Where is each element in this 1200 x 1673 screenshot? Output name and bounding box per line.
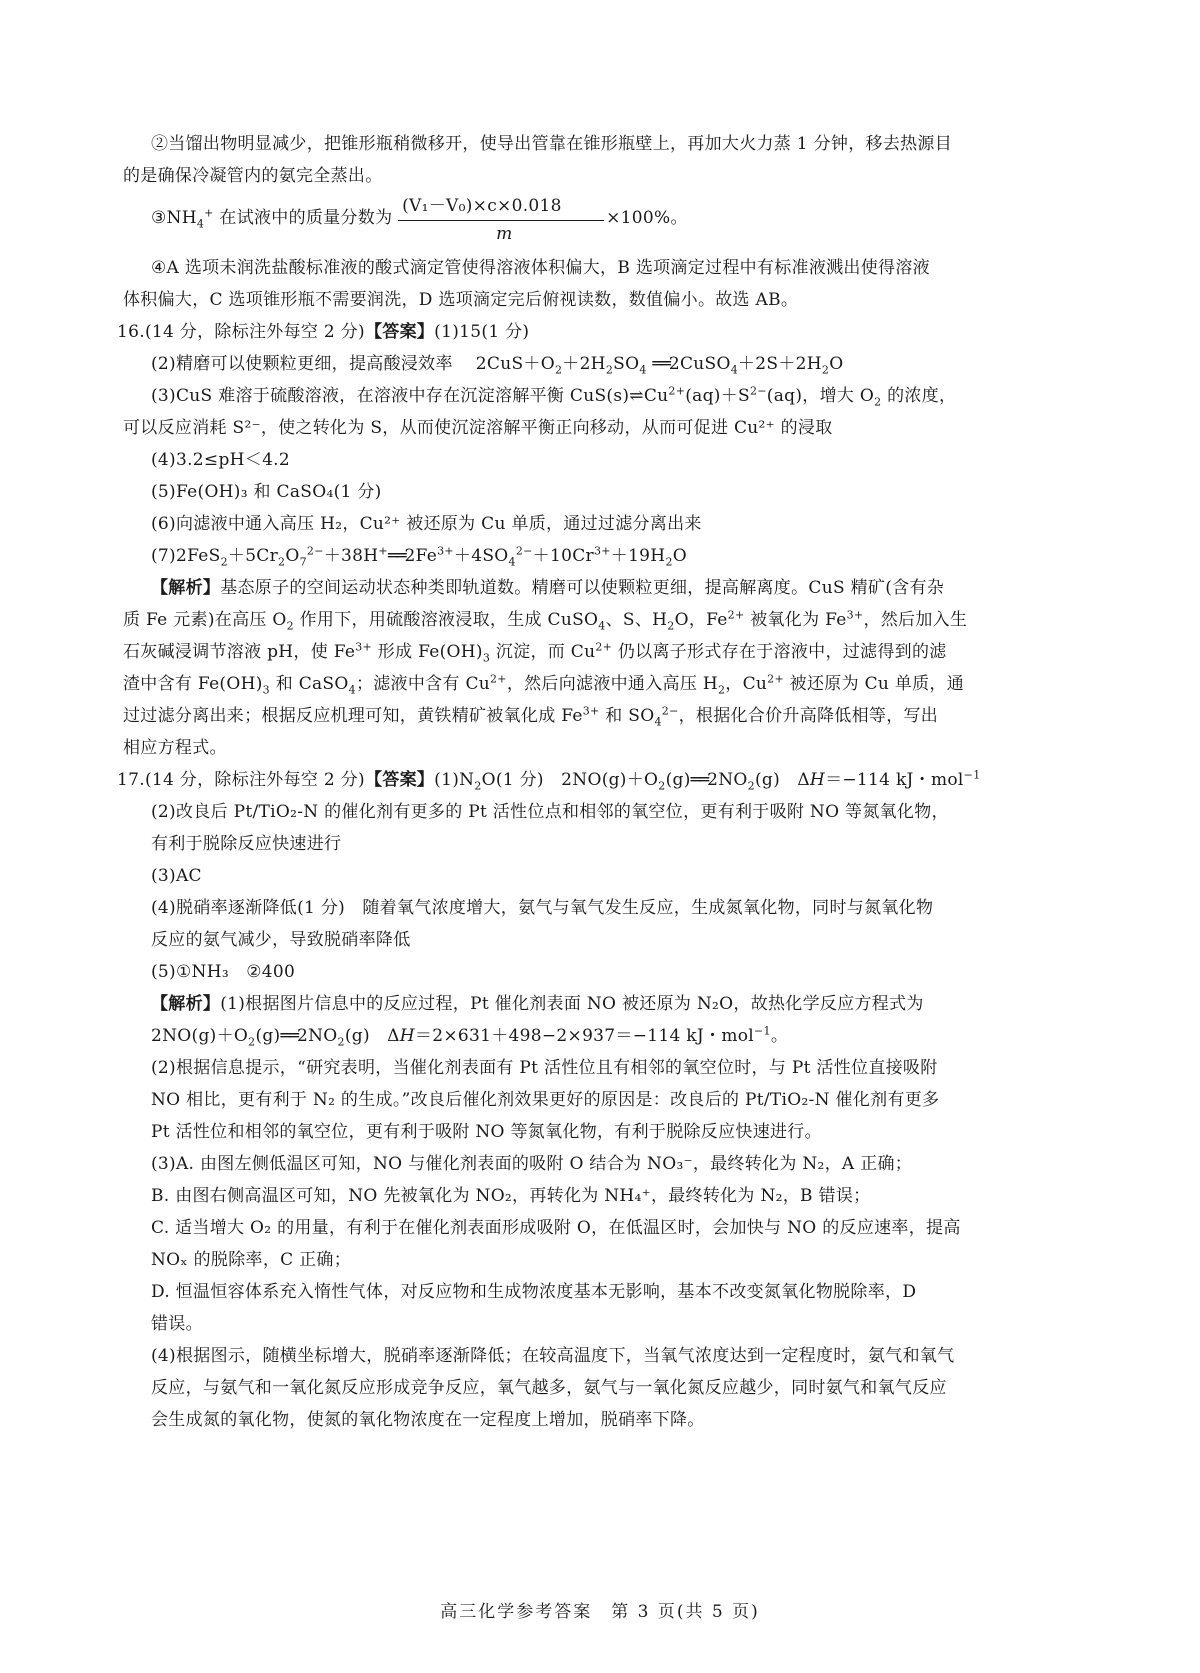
q17-header: 17.(14 分，除标注外每空 2 分)【答案】$(1)N_2O(1$ 分) $2NO(g)+O_2(g)══2NO_2(g)$ ΔH＝−114 kJ・mol$^{-1}$	[117, 768, 981, 793]
q16-answer-tag: 【答案】	[364, 322, 435, 342]
q16-answer2: (2)精磨可以使颗粒更细，提高酸浸效率 $2CuS+O_2+2H_2SO_4$ $══2CuSO_4+2S+2H_2O$	[151, 354, 844, 377]
q16-answer3-line2: 可以反应消耗 S²⁻，使之转化为 S，从而使沉淀溶解平衡正向移动，从而可促进 Cu²⁺ 的浸取	[123, 418, 833, 438]
q17-answer2-line1: (2)改良后 Pt/TiO₂-N 的催化剂有更多的 Pt 活性位点和相邻的氧空位，更有利于吸附 NO 等氮氧化物，	[151, 802, 949, 822]
q17-analysis3-c2: NOₓ 的脱除率，C 正确；	[151, 1250, 352, 1270]
q16-answer4: (4)3.2≤pH＜4.2	[151, 450, 291, 470]
q15-item4-line2: 体积偏大，C 选项锥形瓶不需要润洗，D 选项滴定完后俯视读数，数值偏小。故选 AB。	[123, 290, 799, 310]
q17-analysis3-a: (3)A. 由图左侧低温区可知，NO 与催化剂表面的吸附 O 结合为 NO₃⁻，最终转化为 N₂，A 正确；	[151, 1154, 913, 1174]
q15-item3-suffix: ×100%。	[606, 208, 688, 228]
q16-header	[117, 320, 529, 344]
q16-score: (14 分，除标注外每空 2 分)	[144, 322, 365, 342]
q17-answer4-line2: 反应的氨气减少，导致脱硝率降低	[151, 930, 411, 950]
q17-analysis-tag: 【解析】	[151, 994, 221, 1014]
q16-analysis-line4: 渣中含有 $Fe(OH)_3$ 和 CaSO$_4$；滤液中含有 $Cu^{2+}$，然后向滤液中通入高压 $H_2$，$Cu^{2+}$ 被还原为 Cu 单质，通	[123, 672, 965, 697]
q17-answer4-line1: (4)脱硝率逐渐降低(1 分) 随着氧气浓度增大，氨气与氧气发生反应，生成氮氧化物，同时与氮氧化物	[151, 898, 934, 918]
q16-answer1: (1)15(1 分)	[434, 322, 530, 342]
q15-fraction	[398, 196, 606, 244]
q16-analysis-line1	[151, 576, 944, 600]
q17-analysis3-b: B. 由图右侧高温区可知，NO 先被氧化为 NO₂，再转化为 NH₄⁺，最终转化为 N₂，B 错误；	[151, 1186, 871, 1206]
q15-item2-line1: ②当馏出物明显减少，把锥形瓶稍微移开，使导出管靠在锥形瓶壁上，再加大火力蒸 1 分钟，移去热源目	[151, 134, 953, 154]
q17-analysis4-line2: 反应，与氨气和一氧化氮反应形成竞争反应，氧气越多，氨气与一氧化氮反应越少，同时氨气和氧气反应	[151, 1378, 947, 1398]
fraction-denominator: m	[496, 224, 513, 244]
q17-analysis-equation: $2NO(g)+O_2(g)══2NO_2(g)$ ΔH＝2×631＋498−2×937＝−114 kJ・mol$^{-1}$。	[151, 1024, 789, 1049]
q17-analysis2-line3: Pt 活性位和相邻的氧空位，更有利于吸附 NO 等氮氧化物，有利于脱除反应快速进行。	[151, 1122, 822, 1142]
q15-item3	[151, 196, 688, 244]
q17-analysis2-line1: (2)根据信息提示，“研究表明，当催化剂表面有 Pt 活性位且有相邻的氧空位时，与 Pt 活性位直接吸附	[151, 1058, 938, 1078]
q16-number: 16.	[117, 322, 145, 342]
q16-analysis-line2: 质 Fe 元素)在高压 $O_2$ 作用下，用硫酸溶液浸取，生成 CuSO$_4$、S、$H_2O$，$Fe^{2+}$ 被氧化为 $Fe^{3+}$，然后加入生	[123, 608, 968, 633]
q17-analysis3-d1: D. 恒温恒容体系充入惰性气体，对反应物和生成物浓度基本无影响，基本不改变氮氧化物脱除率，D	[151, 1282, 917, 1302]
q17-analysis2-line2: NO 相比，更有利于 N₂ 的生成。”改良后催化剂效果更好的原因是：改良后的 Pt/TiO₂-N 催化剂有更多	[151, 1090, 940, 1110]
q17-score: (14 分，除标注外每空 2 分)	[144, 770, 365, 790]
q16-analysis-text1: 基态原子的空间运动状态种类即轨道数。精磨可以使颗粒更细，提高解离度。CuS 精矿(含有杂	[220, 578, 945, 598]
q17-answer2-line2: 有利于脱除反应快速进行	[151, 834, 342, 854]
q17-analysis4-line3: 会生成氮的氧化物，使氮的氧化物浓度在一定程度上增加，脱硝率下降。	[151, 1410, 705, 1430]
q17-analysis4-line1: (4)根据图示，随横坐标增大，脱硝率逐渐降低；在较高温度下，当氧气浓度达到一定程度时，氨气和氧气	[151, 1346, 955, 1366]
page-footer: 高三化学参考答案 第 3 页(共 5 页)	[440, 1602, 760, 1622]
q16-answer2-text: (2)精磨可以使颗粒更细，提高酸浸效率	[151, 354, 453, 374]
q17-number: 17.	[117, 770, 145, 790]
fraction-numerator: (V₁－V₀)×c×0.018	[402, 196, 562, 216]
q15-item3-label: $③NH_4^+$	[151, 206, 214, 231]
q17-answer5: (5)①NH₃ ②400	[151, 962, 296, 982]
q15-item3-prefix: 在试液中的质量分数为	[219, 208, 393, 228]
q17-answer3: (3)AC	[151, 866, 202, 886]
q15-item4-line1: ④A 选项未润洗盐酸标准液的酸式滴定管使得溶液体积偏大，B 选项滴定过程中有标准液溅出使得溶液	[151, 258, 930, 278]
q16-answer5: (5)Fe(OH)₃ 和 CaSO₄(1 分)	[151, 482, 382, 502]
q17-analysis-line1	[151, 992, 924, 1016]
q16-answer6: (6)向滤液中通入高压 H₂，Cu²⁺ 被还原为 Cu 单质，通过过滤分离出来	[151, 514, 702, 534]
q16-analysis-line6: 相应方程式。	[123, 738, 227, 758]
fraction-bar	[398, 220, 604, 221]
q16-analysis-tag: 【解析】	[151, 578, 221, 598]
q17-analysis3-d2: 错误。	[151, 1314, 203, 1334]
q16-answer3-line1: (3)CuS 难溶于硫酸溶液，在溶液中存在沉淀溶解平衡 $CuS(s)\rightleftharpoons Cu^{2+}(aq)+S^{2-}(aq)$，增大 $O_2$ 的浓度，	[151, 384, 957, 409]
q15-item2-line2: 的是确保冷凝管内的氨完全蒸出。	[123, 166, 383, 186]
q16-analysis-line5: 过过滤分离出来；根据反应机理可知，黄铁精矿被氧化成 $Fe^{3+}$ 和 $SO_4^{2-}$，根据化合价升高降低相等，写出	[123, 704, 939, 729]
q17-analysis3-c1: C. 适当增大 O₂ 的用量，有利于在催化剂表面形成吸附 O，在低温区时，会加快与 NO 的反应速率，提高	[151, 1218, 961, 1238]
q16-answer7: $(7)2FeS_2+5Cr_2O_7^{2-}+38H^+══2Fe^{3+}+4SO_4^{2-}+10Cr^{3+}+19H_2O$	[151, 544, 687, 569]
q16-analysis-line3: 石灰碱浸调节溶液 pH，使 $Fe^{3+}$ 形成 $Fe(OH)_3$ 沉淀，而 $Cu^{2+}$ 仍以离子形式存在于溶液中，过滤得到的滤	[123, 640, 947, 665]
q17-analysis-text1: (1)根据图片信息中的反应过程，Pt 催化剂表面 NO 被还原为 N₂O，故热化学反应方程式为	[220, 994, 924, 1014]
q17-answer-tag: 【答案】	[364, 770, 435, 790]
